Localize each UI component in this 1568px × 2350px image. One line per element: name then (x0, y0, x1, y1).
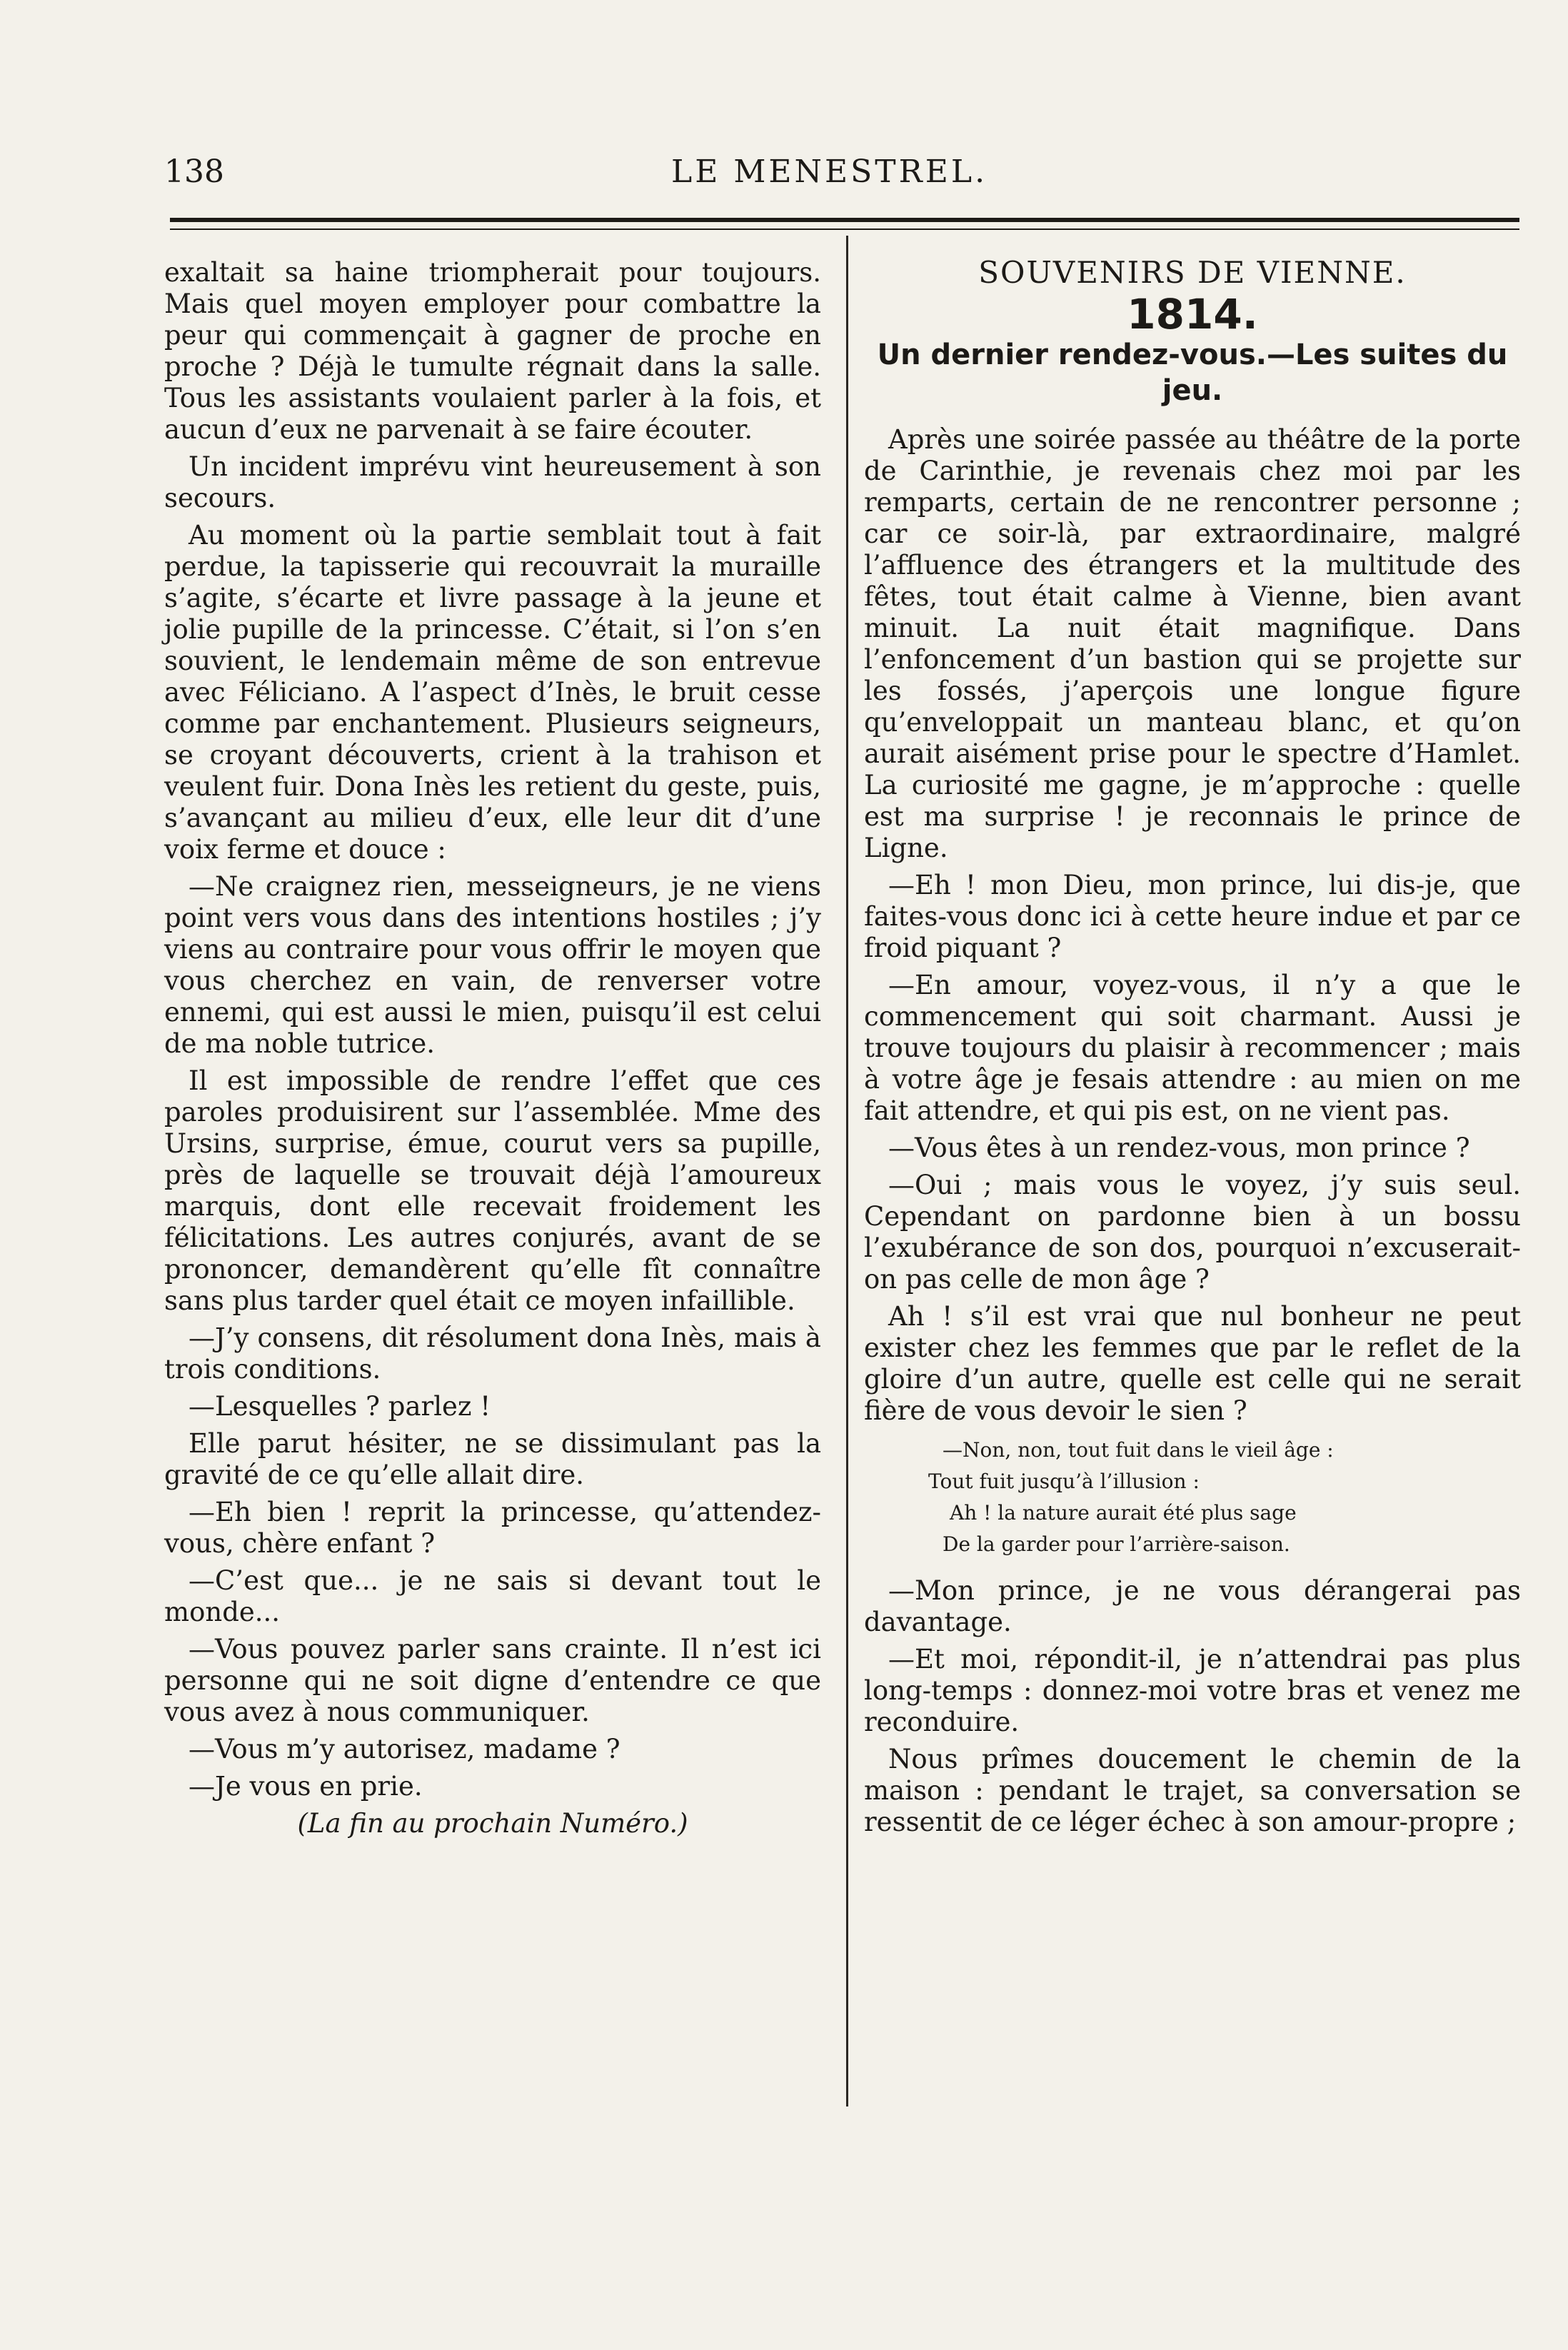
paragraph: —J’y consens, dit résolument dona Inès, mais à trois conditions. (164, 1322, 821, 1385)
verse-line: De la garder pour l’arrière-saison. (943, 1532, 1290, 1556)
verse-line: —Non, non, tout fuit dans le vieil âge : (943, 1438, 1334, 1462)
page-number: 138 (164, 154, 224, 190)
page-header (164, 146, 1521, 204)
paragraph: —Vous êtes à un rendez-vous, mon prince ? (888, 1133, 1470, 1163)
column-divider (846, 236, 848, 2107)
right-column (864, 257, 1521, 1844)
paragraph: exaltait sa haine triompherait pour toujours. Mais quel moyen employer pour combattre la peur qui commençait à gagner de proche en proche ? Déjà le tumulte régnait dans la salle. Tous les assistants voulaient parler à la fois, et aucun d’eux ne parvenait à se faire écouter. (164, 257, 821, 445)
paragraph: —Lesquelles ? parlez ! (189, 1391, 491, 1422)
paragraph: Après une soirée passée au théâtre de la porte de Carinthie, je revenais chez moi par les remparts, certain de ne rencontrer personne ; car ce soir-là, par extraordinaire, malgré l’affluence des étrangers et la multitude des fêtes, tout était calme à Vienne, bien avant minuit. La nuit était magnifique. Dans l’enfoncement d’un bastion qui se projette sur les fossés, j’aperçois une longue figure qu’enveloppait un manteau blanc, et qu’on aurait aisément prise pour le spectre d’Hamlet. La curiosité me gagne, je m’approche : quelle est ma surprise ! je reconnais le prince de Ligne. (864, 424, 1521, 863)
paragraph: Il est impossible de rendre l’effet que ces paroles produisirent sur l’assemblée. Mme des Ursins, surprise, émue, courut vers sa pupille, près de laquelle se trouvait déjà l’amoureux marquis, dont elle recevait froidement les félicitations. Les autres conjurés, avant de se prononcer, demandèrent qu’elle fît connaître sans plus tarder quel était ce moyen infaillible. (164, 1065, 821, 1316)
story-title: Un dernier rendez-vous.—Les suites du jeu. (877, 338, 1508, 407)
paragraph: —C’est que... je ne sais si devant tout le monde... (164, 1565, 821, 1627)
header-rule-thin (170, 229, 1519, 230)
paragraph: —Eh bien ! reprit la princesse, qu’attendez-vous, chère enfant ? (164, 1497, 821, 1559)
verse-line: Ah ! la nature aurait été plus sage (950, 1501, 1297, 1525)
paragraph: —Ne craignez rien, messeigneurs, je ne viens point vers vous dans des intentions hostiles ; j’y viens au contraire pour vous offrir le moyen que vous cherchez en vain, de renverser votre ennemi, qui est aussi le mien, puisqu’il est celui de ma noble tutrice. (164, 871, 821, 1059)
paragraph: Elle parut hésiter, ne se dissimulant pas la gravité de ce qu’elle allait dire. (164, 1428, 821, 1490)
paragraph: —Vous m’y autorisez, madame ? (189, 1734, 620, 1764)
continuation-note: (La fin au prochain Numéro.) (297, 1808, 688, 1839)
paragraph: —Vous pouvez parler sans crainte. Il n’est ici personne qui ne soit digne d’entendre ce que vous avez à nous communiquer. (164, 1634, 821, 1727)
header-rule-thick (170, 218, 1519, 222)
paragraph: —Oui ; mais vous le voyez, j’y suis seul. Cependant on pardonne bien à un bossu l’exubérance de son dos, pourquoi n’excuserait-on pas celle de mon âge ? (864, 1170, 1521, 1295)
verse-line: Tout fuit jusqu’à l’illusion : (928, 1470, 1200, 1493)
paragraph: Nous prîmes doucement le chemin de la maison : pendant le trajet, sa conversation se ressentit de ce léger échec à son amour-propre ; (864, 1744, 1521, 1837)
running-title: LE MENESTREL. (671, 154, 988, 190)
paragraph: Au moment où la partie semblait tout à fait perdue, la tapisserie qui recouvrait la muraille s’agite, s’écarte et livre passage à la jeune et jolie pupille de la princesse. C’était, si l’on s’en souvient, le lendemain même de son entrevue avec Féliciano. A l’aspect d’Inès, le bruit cesse comme par enchantement. Plusieurs seigneurs, se croyant découverts, crient à la trahison et veulent fuir. Dona Inès les retient du geste, puis, s’avançant au milieu d’eux, elle leur dit d’une voix ferme et douce : (164, 520, 821, 865)
paragraph: —Eh ! mon Dieu, mon prince, lui dis-je, que faites-vous donc ici à cette heure indue et par ce froid piquant ? (864, 870, 1521, 963)
paragraph: Ah ! s’il est vrai que nul bonheur ne peut exister chez les femmes que par le reflet de la gloire d’un autre, quelle est celle qui ne serait fière de vous devoir le sien ? (864, 1301, 1521, 1426)
series-title: SOUVENIRS DE VIENNE. (978, 255, 1407, 290)
verse-block (864, 1435, 1521, 1560)
paragraph: —Je vous en prie. (189, 1771, 423, 1802)
paragraph: —Et moi, répondit-il, je n’attendrai pas plus long-temps : donnez-moi votre bras et venez me reconduire. (864, 1644, 1521, 1737)
left-column (164, 257, 821, 1845)
paragraph: Un incident imprévu vint heureusement à son secours. (164, 451, 821, 513)
series-year: 1814. (1127, 290, 1258, 338)
paragraph: —Mon prince, je ne vous dérangerai pas davantage. (864, 1575, 1521, 1637)
paragraph: —En amour, voyez-vous, il n’y a que le commencement qui soit charmant. Aussi je trouve toujours du plaisir à recommencer ; mais à votre âge je fesais attendre : au mien on me fait attendre, et qui pis est, on ne vient pas. (864, 970, 1521, 1126)
